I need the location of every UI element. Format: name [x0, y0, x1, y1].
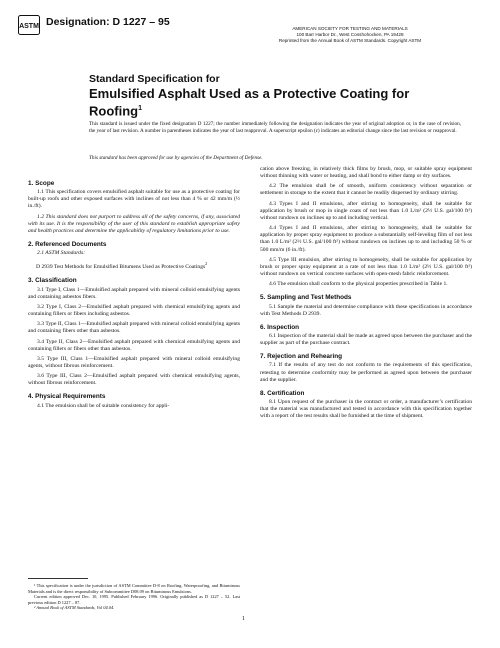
paragraph: 3.5 Type III, Class 1—Emulsified asphalt prepared with mineral colloid emulsifying agents, without fibrous reinforcement. [28, 355, 240, 369]
dod-approval-note: This standard has been approved for use by agencies of the Department of Defense. [89, 155, 263, 161]
reference-text: D 2939 Test Methods for Emulsified Bitumens Used as Protective Coatings [36, 264, 206, 271]
paragraph: 6.1 Inspection of the material shall be made as agreed upon between the purchaser and the supplier as part of the purchase contract. [260, 332, 472, 347]
designation: Designation: D 1227 – 95 [46, 16, 170, 28]
paragraph: 3.6 Type III, Class 2—Emulsified asphalt prepared with chemical emulsifying agents, without fibrous reinforcement. [28, 373, 240, 387]
footnote: ¹ This specification is under the jurisdiction of ASTM Committee D-8 on Roofing, Waterproofing, and Bituminous Materials and is the direct responsibility of Subcommittee D08.09 on Bituminous Emulsions. [28, 583, 240, 594]
publisher-line: Reprinted from the Annual Book of ASTM Standards. Copyright ASTM [278, 38, 422, 43]
paragraph: 2.1 ASTM Standards: [37, 250, 86, 257]
paragraph: 1.2 This standard does not purport to address all of the safety concerns, if any, associated with its use. It is the responsibility of the user of this standard to establish appropriate safety and health practices and determine the applicability of regulatory limitations prior to use. [28, 213, 240, 234]
paragraph: 4.3 Types I and II emulsions, after stirring to homogeneity, shall be suitable for application by brush or mop in single coats of not less than 1.0 L/m² (2½ U.S. gal/100 ft²) without rundown on inclines up to and including vertical. [260, 200, 472, 221]
paragraph: 4.5 Type III emulsion, after stirring to homogeneity, shall be suitable for application by brush or proper spray equipment at a rate of not less than 1.0 L/m² (2½ U.S. gal/100 ft²) without rundown on vertical concrete surfaces with open-mesh fabric reinforcement. [260, 256, 472, 278]
paragraph: 3.4 Type II, Class 2—Emulsified asphalt prepared with chemical emulsifying agents and containing fillers or fibers other than asbestos. [28, 338, 240, 352]
paragraph: 4.6 The emulsion shall conform to the physical properties prescribed in Table 1. [269, 281, 448, 288]
svg-text:ASTM: ASTM [19, 23, 39, 30]
document-title [89, 73, 409, 118]
section-heading: 5. Sampling and Test Methods [260, 294, 352, 302]
title-footnote-ref: 1 [138, 105, 142, 112]
footnote: ² Annual Book of ASTM Standards, Vol 04.04. [34, 605, 115, 611]
paragraph: 4.2 The emulsion shall be of smooth, uniform consistency without separation or settlement in storage to the extent that it cannot be readily dispersed by ordinary stirring. [260, 183, 472, 197]
section-heading: 2. Referenced Documents [28, 241, 107, 249]
section-heading: 6. Inspection [260, 323, 300, 331]
paragraph: 3.3 Type II, Class 1—Emulsified asphalt prepared with mineral colloid emulsifying agents and containing fibers other than asbestos. [28, 321, 240, 335]
issuance-note: This standard is issued under the fixed designation D 1227; the number immediately following the designation indicates the year of original adoption or, in the case of revision, the year of last revision. A number in parentheses indicates the year of last reapproval. A superscript epsilon (ε) indicates an editorial change since the last revision or reapproval. [89, 121, 461, 135]
astm-logo [18, 15, 40, 35]
paragraph: 4.4 Types I and II emulsions, after stirring to homogeneity, shall be suitable for application by proper spray equipment to produce a substantially self-leveling film of not less than 1.0 L/m² (2½ U.S. gal/100 ft²) without rundown on inclines up to and including 50 % or 500 mm/m (6 in./ft). [260, 225, 472, 253]
publisher-line: AMERICAN SOCIETY FOR TESTING AND MATERIALS [292, 26, 408, 31]
paragraph: 4.1 The emulsion shall be of suitable consistency for appli- [37, 402, 170, 409]
publisher-block [250, 26, 450, 44]
paragraph: 3.2 Type I, Class 2—Emulsified asphalt prepared with chemical emulsifying agents and containing fillers or fibers including asbestos. [28, 303, 240, 318]
title-line-1: Standard Specification for [89, 73, 220, 85]
title-line-3 [89, 101, 409, 118]
section-heading: 3. Classification [28, 277, 77, 285]
section-heading: 4. Physical Requirements [28, 393, 106, 401]
footnote-divider [28, 578, 88, 579]
paragraph: 8.1 Upon request of the purchaser in the contract or order, a manufacturer’s certification that the material was manufactured and tested in accordance with this specification together with a report of the test results shall be furnished at the time of shipment. [260, 399, 472, 420]
section-heading: 1. Scope [28, 180, 55, 187]
reference-item [28, 260, 240, 271]
title-line-3-text: Roofing [89, 103, 139, 119]
left-column [28, 174, 240, 413]
paragraph: 1.1 This specification covers emulsified asphalt suitable for use as a protective coating for built-up roofs and other exposed surfaces with inclines of not less than 4 % or 42 mm/m (½ in./ft). [28, 189, 240, 210]
paragraph: cation above freezing, in relatively thick films by brush, mop, or suitable spray equipment without thinning with water or heating, and shall bond to either damp or dry surfaces. [260, 166, 472, 180]
footnotes [28, 583, 240, 611]
title-line-2: Emulsified Asphalt Used as a Protective Coating for [89, 86, 410, 101]
publisher-line: 100 Barr Harbor Dr., West Conshohocken, PA 19428 [296, 32, 404, 37]
section-heading: 8. Certification [260, 389, 305, 397]
section-heading: 7. Rejection and Rehearing [260, 353, 343, 361]
page-number: 1 [242, 616, 245, 622]
paragraph: 5.1 Sample the material and determine compliance with these specifications in accordance with Test Methods D 2939. [260, 303, 472, 317]
footnote: Current edition approved Dec. 10, 1995. Published February 1996. Originally published as D 1227 – 52. Last previous edition D 1227 – 87. [28, 594, 240, 605]
reference-footnote-ref: 2 [205, 261, 208, 267]
paragraph: 3.1 Type I, Class 1—Emulsified asphalt prepared with mineral colloid emulsifying agents and containing asbestos fibers. [28, 286, 240, 300]
paragraph: 7.1 If the results of any test do not conform to the requirements of this specification, retesting to determine conformity may be performed as agreed upon between the purchaser and the supplier. [260, 362, 472, 383]
right-column [260, 166, 472, 424]
